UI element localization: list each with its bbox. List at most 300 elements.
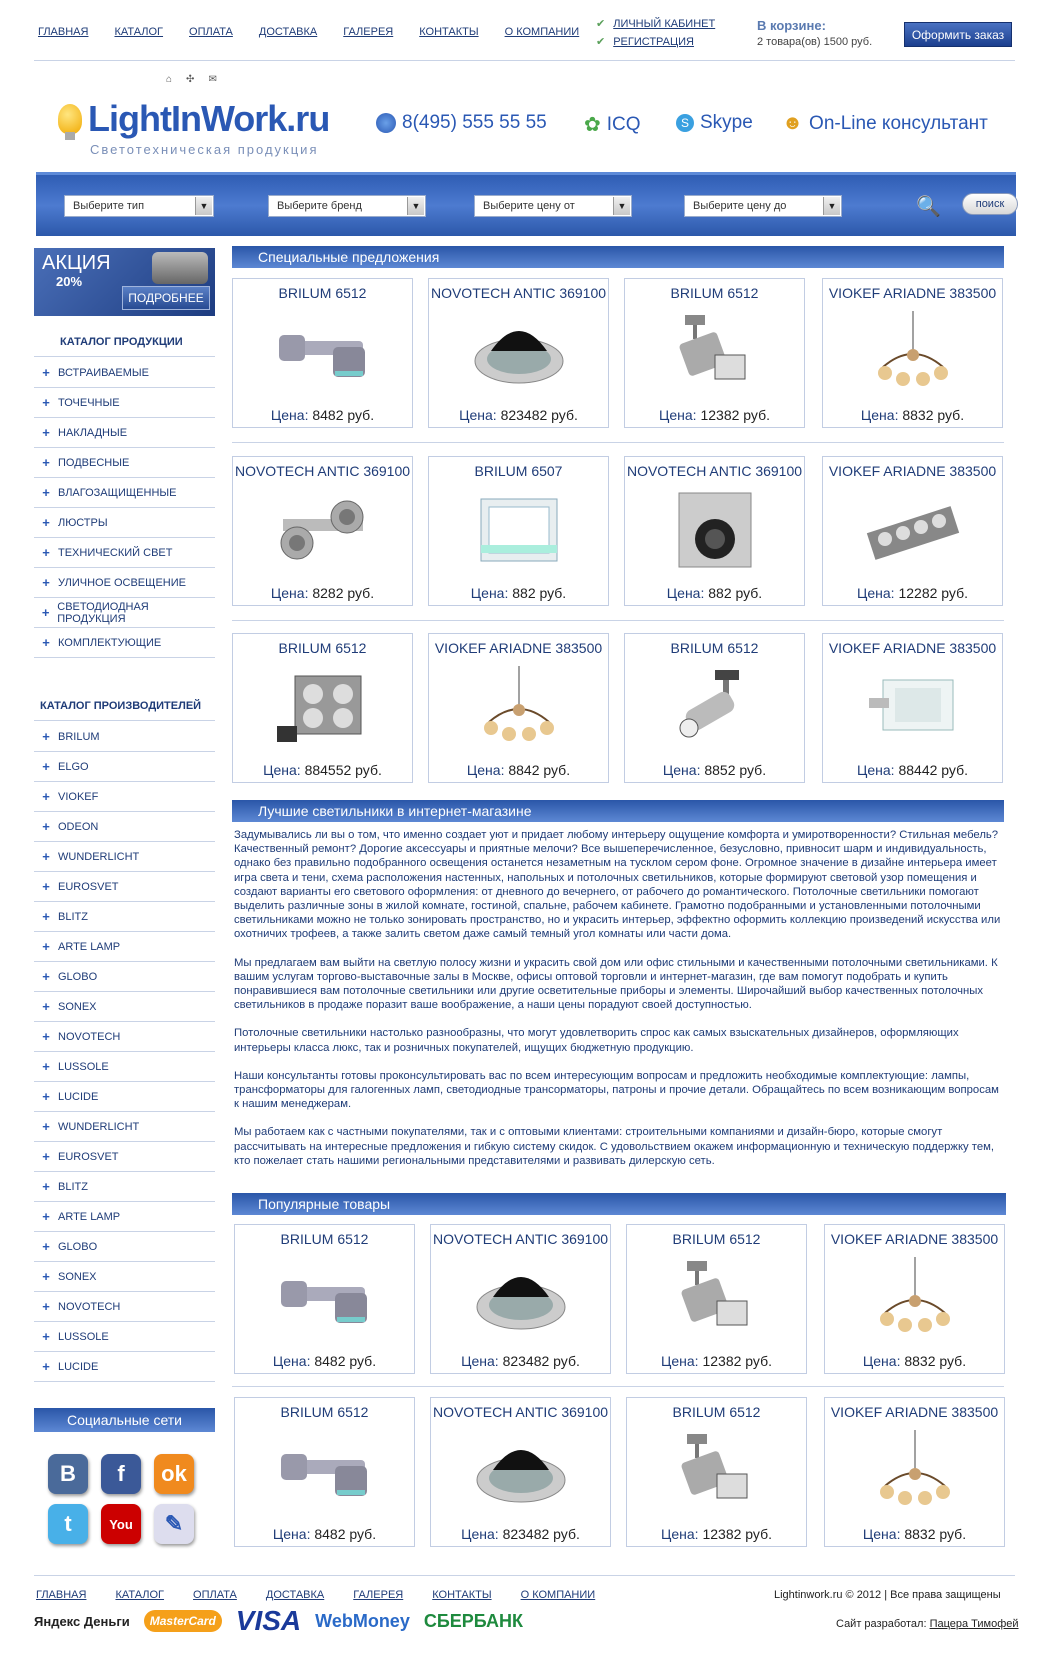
plus-icon: +: [42, 849, 50, 864]
product-price: [429, 407, 608, 423]
product-image[interactable]: [469, 666, 569, 748]
product-name[interactable]: NOVOTECH ANTIC 369100: [432, 1231, 609, 1247]
price-label: Цена:: [661, 1526, 699, 1542]
price-value: 12382 руб.: [700, 407, 770, 423]
promo-banner[interactable]: [34, 248, 215, 316]
skype-label: Skype: [700, 112, 753, 133]
product-name[interactable]: BRILUM 6507: [474, 463, 563, 479]
plus-icon: +: [42, 1149, 50, 1164]
price-value: 823482 руб.: [502, 1526, 580, 1542]
footer-nav: [36, 1589, 624, 1601]
facebook-icon[interactable]: f: [101, 1454, 141, 1494]
product-name[interactable]: VIOKEF ARIADNE 383500: [830, 1231, 999, 1247]
product-name[interactable]: NOVOTECH ANTIC 369100: [626, 463, 803, 479]
plus-icon: +: [42, 729, 50, 744]
promo-discount: 20%: [56, 274, 83, 289]
product-name[interactable]: VIOKEF ARIADNE 383500: [828, 285, 997, 301]
product-image[interactable]: [863, 489, 963, 571]
brand-item-label: EUROSVET: [58, 880, 119, 893]
phone-number: 8(495) 555 55 55: [402, 112, 547, 133]
icq-icon: ✿: [584, 114, 601, 136]
spotlight-icon: [152, 252, 208, 284]
brand-item[interactable]: [34, 1112, 215, 1142]
nav-link[interactable]: КАТАЛОГ: [114, 26, 164, 38]
footer-nav-link[interactable]: КАТАЛОГ: [115, 1589, 165, 1601]
vk-icon[interactable]: B: [48, 1454, 88, 1494]
sberbank-logo[interactable]: СБЕРБАНК: [423, 1610, 524, 1631]
cart-summary: [757, 18, 872, 48]
product-price: [431, 1353, 610, 1369]
product-image[interactable]: [273, 311, 373, 393]
yandex-money-logo[interactable]: Яндекс Деньги: [34, 1613, 130, 1629]
row-divider: [232, 1386, 1004, 1387]
product-card[interactable]: [822, 278, 1003, 428]
livejournal-icon[interactable]: ✎: [154, 1504, 194, 1544]
mini-icons: [166, 74, 217, 85]
product-image[interactable]: [665, 489, 765, 571]
plus-icon: +: [42, 1269, 50, 1284]
price-label: Цена:: [270, 407, 309, 423]
copyright: Lightinwork.ru © 2012 | Все права защищены: [774, 1589, 1001, 1601]
product-card[interactable]: [824, 1224, 1005, 1374]
product-image[interactable]: [469, 489, 569, 571]
footer-nav-link[interactable]: О КОМПАНИИ: [520, 1589, 596, 1601]
footer-nav-link[interactable]: ГЛАВНАЯ: [36, 1589, 87, 1601]
text-paragraph: Мы работаем как с частными покупателями, так и с оптовыми клиентами: строительными компаниями и дизайн-бюро, которые смогут рассчитывать на интересные предложения и гибкую систему скидок. С удовольствием окажем информационную и техническую поддержку тем, кто пожелает стать нашими региональными представителями и развивать дилерскую сеть.: [234, 1126, 995, 1167]
brand-item[interactable]: [34, 932, 215, 962]
price-label: Цена:: [662, 762, 701, 778]
product-price: [233, 585, 412, 601]
cabinet-link[interactable]: ЛИЧНЫЙ КАБИНЕТ: [613, 17, 716, 30]
product-card[interactable]: [824, 1397, 1005, 1547]
price-value: 8852 руб.: [704, 762, 767, 778]
product-price: [823, 762, 1002, 778]
brand-item[interactable]: [34, 1202, 215, 1232]
nav-link[interactable]: ДОСТАВКА: [258, 26, 318, 38]
price-label: Цена:: [857, 585, 895, 601]
price-value: 8482 руб.: [314, 1526, 377, 1542]
product-price: [823, 585, 1002, 601]
catalog-item-label: СВЕТОДИОДНАЯ ПРОДУКЦИЯ: [57, 600, 149, 625]
product-image[interactable]: [865, 1430, 965, 1512]
price-value: 8832 руб.: [904, 1526, 967, 1542]
plus-icon: +: [42, 969, 50, 984]
chevron-down-icon: ▼: [823, 197, 840, 215]
brand-item-label: VIOKEF: [58, 790, 99, 803]
home-icon[interactable]: ⌂: [166, 74, 173, 85]
brand-item-label: NOVOTECH: [58, 1030, 121, 1043]
special-offers-title: Специальные предложения: [258, 249, 440, 265]
product-name[interactable]: BRILUM 6512: [672, 1231, 761, 1247]
odnoklassniki-icon[interactable]: ok: [154, 1454, 194, 1494]
plus-icon: +: [42, 1209, 50, 1224]
product-name[interactable]: NOVOTECH ANTIC 369100: [432, 1404, 609, 1420]
product-image[interactable]: [275, 1257, 375, 1339]
footer-nav-link[interactable]: КОНТАКТЫ: [432, 1589, 492, 1601]
price-value: 8282 руб.: [312, 585, 375, 601]
plus-icon: +: [42, 789, 50, 804]
product-name[interactable]: NOVOTECH ANTIC 369100: [234, 463, 411, 479]
price-label: Цена:: [661, 1353, 699, 1369]
price-value: 8832 руб.: [904, 1353, 967, 1369]
product-price: [625, 762, 804, 778]
product-card[interactable]: [624, 633, 805, 783]
catalog-title: КАТАЛОГ ПРОДУКЦИИ: [60, 336, 183, 348]
product-image[interactable]: [667, 1430, 767, 1512]
product-card[interactable]: [822, 456, 1003, 606]
brand-item-label: ARTE LAMP: [58, 940, 121, 953]
footer-nav-link[interactable]: ДОСТАВКА: [265, 1589, 325, 1601]
product-price: [625, 585, 804, 601]
plus-icon: +: [42, 999, 50, 1014]
chevron-down-icon: ▼: [613, 197, 630, 215]
product-name[interactable]: VIOKEF ARIADNE 383500: [830, 1404, 999, 1420]
catalog-item-label: НАКЛАДНЫЕ: [58, 426, 128, 439]
price-label: Цена:: [860, 407, 899, 423]
consultant-icon: ☻: [782, 112, 804, 134]
price-label: Цена:: [862, 1353, 901, 1369]
price-from-select[interactable]: [474, 195, 632, 217]
logo-name: LightInWork.ru: [88, 98, 330, 139]
seo-text: [234, 828, 1004, 1182]
brand-item-label: LUCIDE: [58, 1360, 99, 1373]
brand-item[interactable]: [34, 1172, 215, 1202]
brand-item-label: ELGO: [58, 760, 89, 773]
product-name[interactable]: VIOKEF ARIADNE 383500: [434, 640, 603, 656]
plus-icon: +: [42, 395, 50, 410]
product-card[interactable]: [428, 633, 609, 783]
product-name[interactable]: VIOKEF ARIADNE 383500: [828, 463, 997, 479]
plus-icon: +: [42, 1239, 50, 1254]
price-to-value: Выберите цену до: [693, 200, 787, 212]
product-image[interactable]: [469, 311, 569, 393]
price-to-select[interactable]: [684, 195, 842, 217]
developer-label: Сайт разработал:: [836, 1618, 927, 1630]
product-price: [233, 407, 412, 423]
catalog-item-label: ТЕХНИЧЕСКИЙ СВЕТ: [58, 546, 173, 559]
row-divider: [232, 620, 1004, 621]
brand-item[interactable]: [34, 722, 215, 752]
footer-nav-link[interactable]: ГАЛЕРЕЯ: [353, 1589, 404, 1601]
nav-link[interactable]: ГАЛЕРЕЯ: [343, 26, 394, 38]
special-offers-header: [232, 246, 1004, 268]
brand-item[interactable]: [34, 1292, 215, 1322]
nav-link[interactable]: О КОМПАНИИ: [504, 26, 580, 38]
product-price: [825, 1353, 1004, 1369]
product-name[interactable]: BRILUM 6512: [672, 1404, 761, 1420]
brand-item-label: SONEX: [58, 1270, 97, 1283]
price-value: 12382 руб.: [702, 1526, 772, 1542]
best-lights-title: Лучшие светильники в интернет-магазине: [258, 803, 532, 819]
product-card[interactable]: [430, 1224, 611, 1374]
product-name[interactable]: BRILUM 6512: [278, 640, 367, 656]
product-image[interactable]: [863, 311, 963, 393]
catalog-item[interactable]: [34, 628, 215, 658]
price-label: Цена:: [857, 762, 895, 778]
product-card[interactable]: [624, 278, 805, 428]
price-label: Цена:: [272, 1353, 311, 1369]
brand-item[interactable]: [34, 782, 215, 812]
nav-link[interactable]: ОПЛАТА: [189, 26, 233, 38]
plus-icon: +: [42, 455, 50, 470]
plus-icon: +: [42, 515, 50, 530]
brand-item[interactable]: [34, 842, 215, 872]
price-label: Цена:: [862, 1526, 901, 1542]
icq-contact[interactable]: [584, 112, 641, 137]
youtube-icon[interactable]: You: [101, 1504, 141, 1544]
product-price: [233, 762, 412, 778]
phone-contact: [376, 112, 547, 134]
brand-item-label: WUNDERLICHT: [58, 850, 140, 863]
product-image[interactable]: [471, 1257, 571, 1339]
brand-item[interactable]: [34, 1352, 215, 1382]
price-value: 823482 руб.: [502, 1353, 580, 1369]
product-image[interactable]: [865, 1257, 965, 1339]
developer-link[interactable]: Пацера Тимофей: [929, 1618, 1019, 1630]
mail-icon[interactable]: ✉: [208, 74, 217, 85]
consultant-label: On-Line консультант: [809, 112, 988, 134]
brand-item-label: LUCIDE: [58, 1090, 99, 1103]
webmoney-logo[interactable]: WebMoney: [315, 1610, 410, 1631]
product-card[interactable]: [428, 278, 609, 428]
product-price: [429, 585, 608, 601]
product-image[interactable]: [275, 1430, 375, 1512]
chevron-down-icon: ▼: [195, 197, 212, 215]
catalog-item-label: ВСТРАИВАЕМЫЕ: [58, 366, 149, 379]
check-icon: ✔: [596, 18, 606, 30]
product-price: [235, 1353, 414, 1369]
product-card[interactable]: [234, 1397, 415, 1547]
plus-icon: +: [42, 1119, 50, 1134]
text-paragraph: Мы предлагаем вам выйти на светлую полосу жизни и украсить свой дом или офис стильными и качественными потолочными светильниками. К вашим услугам торгово-выставочные залы в Москве, офисы оптовой торговли и интернет-магазин, где вам помогут подобрать и купить понравившиеся вам потолочные светильники или другие осветительные приборы и элементы. Широчайший выбор качественных потолочных светильников в продаже поразит ваше воображение, а наши цены порадуют своей доступностью.: [234, 956, 998, 1012]
brand-item-label: ODEON: [58, 820, 99, 833]
price-label: Цена:: [461, 1353, 499, 1369]
brand-item-label: EUROSVET: [58, 1150, 119, 1163]
price-value: 882 руб.: [708, 585, 763, 601]
product-image[interactable]: [667, 1257, 767, 1339]
product-card[interactable]: [430, 1397, 611, 1547]
plus-icon: +: [42, 1059, 50, 1074]
plus-icon: +: [42, 759, 50, 774]
plus-icon: +: [42, 485, 50, 500]
search-button[interactable]: поиск: [962, 193, 1018, 215]
product-image[interactable]: [273, 489, 373, 571]
skype-contact[interactable]: [676, 112, 753, 134]
text-paragraph: Потолочные светильники настолько разнообразны, что могут удовлетворить спрос как самых взыскательных дизайнеров, оформляющих интерьеры класса люкс, так и розничных покупателей, ищущих бюджетную продукцию.: [234, 1027, 959, 1054]
brand-item[interactable]: [34, 1082, 215, 1112]
product-name[interactable]: NOVOTECH ANTIC 369100: [430, 285, 607, 301]
catalog-item-label: КОМПЛЕКТУЮЩИЕ: [58, 636, 162, 649]
plus-icon: +: [42, 939, 50, 954]
logo-subtitle: Светотехническая продукция: [90, 142, 319, 157]
price-value: 884552 руб.: [304, 762, 382, 778]
nav-link[interactable]: КОНТАКТЫ: [419, 26, 479, 38]
brand-item-label: GLOBO: [58, 1240, 98, 1253]
catalog-item-label: ВЛАГОЗАЩИЩЕННЫЕ: [58, 486, 177, 499]
popular-title: Популярные товары: [258, 1196, 391, 1212]
product-name[interactable]: BRILUM 6512: [280, 1231, 369, 1247]
search-icon[interactable]: 🔍: [916, 196, 941, 218]
plus-icon: +: [42, 425, 50, 440]
footer-divider: [34, 1575, 1015, 1576]
price-label: Цена:: [659, 407, 697, 423]
social-title: Социальные сети: [34, 1408, 215, 1432]
brand-item-label: BRILUM: [58, 730, 100, 743]
product-price: [431, 1526, 610, 1542]
product-price: [625, 407, 804, 423]
catalog-item[interactable]: [34, 358, 215, 388]
product-card[interactable]: [232, 633, 413, 783]
price-label: Цена:: [666, 585, 705, 601]
catalog-item[interactable]: [34, 478, 215, 508]
product-image[interactable]: [665, 666, 765, 748]
promo-more-button[interactable]: ПОДРОБНЕЕ: [122, 286, 210, 310]
price-label: Цена:: [272, 1526, 311, 1542]
brand-item[interactable]: [34, 872, 215, 902]
price-value: 8482 руб.: [312, 407, 375, 423]
search-bar: [36, 172, 1016, 236]
product-price: [627, 1353, 806, 1369]
product-name[interactable]: BRILUM 6512: [280, 1404, 369, 1420]
phone-icon: [376, 113, 396, 133]
register-link[interactable]: РЕГИСТРАЦИЯ: [613, 35, 694, 48]
price-value: 12382 руб.: [702, 1353, 772, 1369]
product-image[interactable]: [471, 1430, 571, 1512]
cart-title: В корзине:: [757, 18, 826, 33]
brand-item[interactable]: [34, 752, 215, 782]
header-divider: [34, 60, 1015, 61]
brand-item[interactable]: [34, 812, 215, 842]
account-links: [596, 17, 715, 53]
catalog-item[interactable]: [34, 388, 215, 418]
brand-item-label: NOVOTECH: [58, 1300, 121, 1313]
footer-nav-link[interactable]: ОПЛАТА: [193, 1589, 237, 1601]
price-label: Цена:: [270, 585, 309, 601]
product-card[interactable]: [232, 456, 413, 606]
product-card[interactable]: [232, 278, 413, 428]
catalog-item[interactable]: [34, 508, 215, 538]
plus-icon: +: [42, 1089, 50, 1104]
catalog-item[interactable]: [34, 538, 215, 568]
best-lights-header: [232, 800, 1004, 822]
product-card[interactable]: [428, 456, 609, 606]
price-value: 12282 руб.: [898, 585, 968, 601]
catalog-item[interactable]: [34, 418, 215, 448]
price-value: 8842 руб.: [508, 762, 571, 778]
product-card[interactable]: [624, 456, 805, 606]
nav-link[interactable]: ГЛАВНАЯ: [38, 26, 89, 38]
price-label: Цена:: [466, 762, 505, 778]
product-image[interactable]: [665, 311, 765, 393]
chevron-down-icon: ▼: [407, 197, 424, 215]
brand-item[interactable]: [34, 962, 215, 992]
plus-icon: +: [42, 1359, 50, 1374]
brand-item[interactable]: [34, 902, 215, 932]
catalog-item-label: ТОЧЕЧНЫЕ: [58, 396, 120, 409]
product-name[interactable]: BRILUM 6512: [278, 285, 367, 301]
price-label: Цена:: [459, 407, 497, 423]
text-paragraph: Задумывались ли вы о том, что именно создает уют и придает любому интерьеру ощущение комфорта и умиротворенности? Стильная мебель? Качественный ремонт? Дорогие аксессуары и приятные мелочи? Все вышеперечисленное, безусловно, привносит шарм и индивидуальность, однако без правильно подобранного освещения останется незаметным на тусклом сером фоне. Огромное значение в дизайне интерьера имеет игра света и тени, схема расположения настенных, напольных и потолочных светильников, которые формируют световой узор помещения и создают варианты его светового оформления: от дневного до вечернего, от рабочего до романтического. Потолочные светильники помогают выделить различные зоны в жилой комнате, гостиной, спальне, рабочем кабинете. Грамотно подобранными и установленными потолочными светильниками можно не только зонировать пространство, но и украсить интерьер, эффектно оформить коллекцию произведений искусства или охотничих трофеев, а также залить светом даже самый темный угол комнаты или части дома.: [234, 829, 1001, 941]
plus-icon: +: [42, 635, 50, 650]
icq-label: ICQ: [606, 113, 641, 135]
product-price: [823, 407, 1002, 423]
product-name[interactable]: VIOKEF ARIADNE 383500: [828, 640, 997, 656]
product-name[interactable]: BRILUM 6512: [670, 640, 759, 656]
plus-icon: +: [42, 879, 50, 894]
check-icon: ✔: [596, 36, 606, 48]
brand-item-label: WUNDERLICHT: [58, 1120, 140, 1133]
twitter-icon[interactable]: t: [48, 1504, 88, 1544]
brand-select-value: Выберите бренд: [277, 200, 362, 212]
product-image[interactable]: [863, 666, 963, 748]
catalog-item[interactable]: [34, 598, 215, 628]
product-card[interactable]: [822, 633, 1003, 783]
brand-item[interactable]: [34, 1022, 215, 1052]
product-name[interactable]: BRILUM 6512: [670, 285, 759, 301]
brand-item-label: LUSSOLE: [58, 1060, 109, 1073]
plus-icon: +: [42, 909, 50, 924]
plus-icon: +: [42, 1299, 50, 1314]
plus-icon: +: [42, 1029, 50, 1044]
brand-item[interactable]: [34, 1052, 215, 1082]
mastercard-logo[interactable]: MasterCard: [144, 1610, 222, 1632]
catalog-item-label: УЛИЧНОЕ ОСВЕЩЕНИЕ: [58, 576, 186, 589]
plus-icon: +: [42, 365, 50, 380]
brand-item[interactable]: [34, 1262, 215, 1292]
text-paragraph: Наши консультанты готовы проконсультировать вас по всем интересующим вопросам и предложить необходимые комплектующие: лампы, трансформаторы для галогенных ламп, светодиодные трансорматоры, патроны и прочие детали. Обращайтесь по всем возникающим вопросам к нашим менеджерам.: [234, 1069, 999, 1111]
product-card[interactable]: [234, 1224, 415, 1374]
visa-logo[interactable]: VISA: [235, 1605, 302, 1636]
catalog-item[interactable]: [34, 568, 215, 598]
row-divider: [232, 442, 1004, 443]
catalog-item-label: ПОДВЕСНЫЕ: [58, 456, 130, 469]
plus-icon: +: [41, 605, 50, 620]
plus-icon: +: [42, 1179, 50, 1194]
brand-item[interactable]: [34, 1142, 215, 1172]
skype-icon: S: [676, 114, 694, 132]
brand-item-label: BLITZ: [58, 1180, 88, 1193]
product-card[interactable]: [626, 1397, 807, 1547]
price-value: 8832 руб.: [902, 407, 965, 423]
price-label: Цена:: [263, 762, 301, 778]
product-price: [825, 1526, 1004, 1542]
brand-select[interactable]: [268, 195, 426, 217]
brand-item-label: BLITZ: [58, 910, 88, 923]
bulb-icon: [58, 104, 82, 134]
brand-item[interactable]: [34, 1322, 215, 1352]
payment-methods: [34, 1605, 523, 1637]
consultant-contact[interactable]: [782, 112, 988, 135]
catalog-item[interactable]: [34, 448, 215, 478]
price-value: 88442 руб.: [898, 762, 968, 778]
brand-item-label: LUSSOLE: [58, 1330, 109, 1343]
product-image[interactable]: [273, 666, 373, 748]
brand-item-label: GLOBO: [58, 970, 98, 983]
plus-icon: +: [42, 819, 50, 834]
brand-item[interactable]: [34, 1232, 215, 1262]
product-price: [429, 762, 608, 778]
product-price: [627, 1526, 806, 1542]
product-card[interactable]: [626, 1224, 807, 1374]
type-select[interactable]: [64, 195, 214, 217]
brand-item-label: SONEX: [58, 1000, 97, 1013]
brand-item[interactable]: [34, 992, 215, 1022]
price-value: 823482 руб.: [500, 407, 578, 423]
price-label: Цена:: [470, 585, 509, 601]
order-button[interactable]: Оформить заказ: [904, 22, 1012, 47]
sitemap-icon[interactable]: ✣: [186, 74, 195, 85]
price-label: Цена:: [461, 1526, 499, 1542]
